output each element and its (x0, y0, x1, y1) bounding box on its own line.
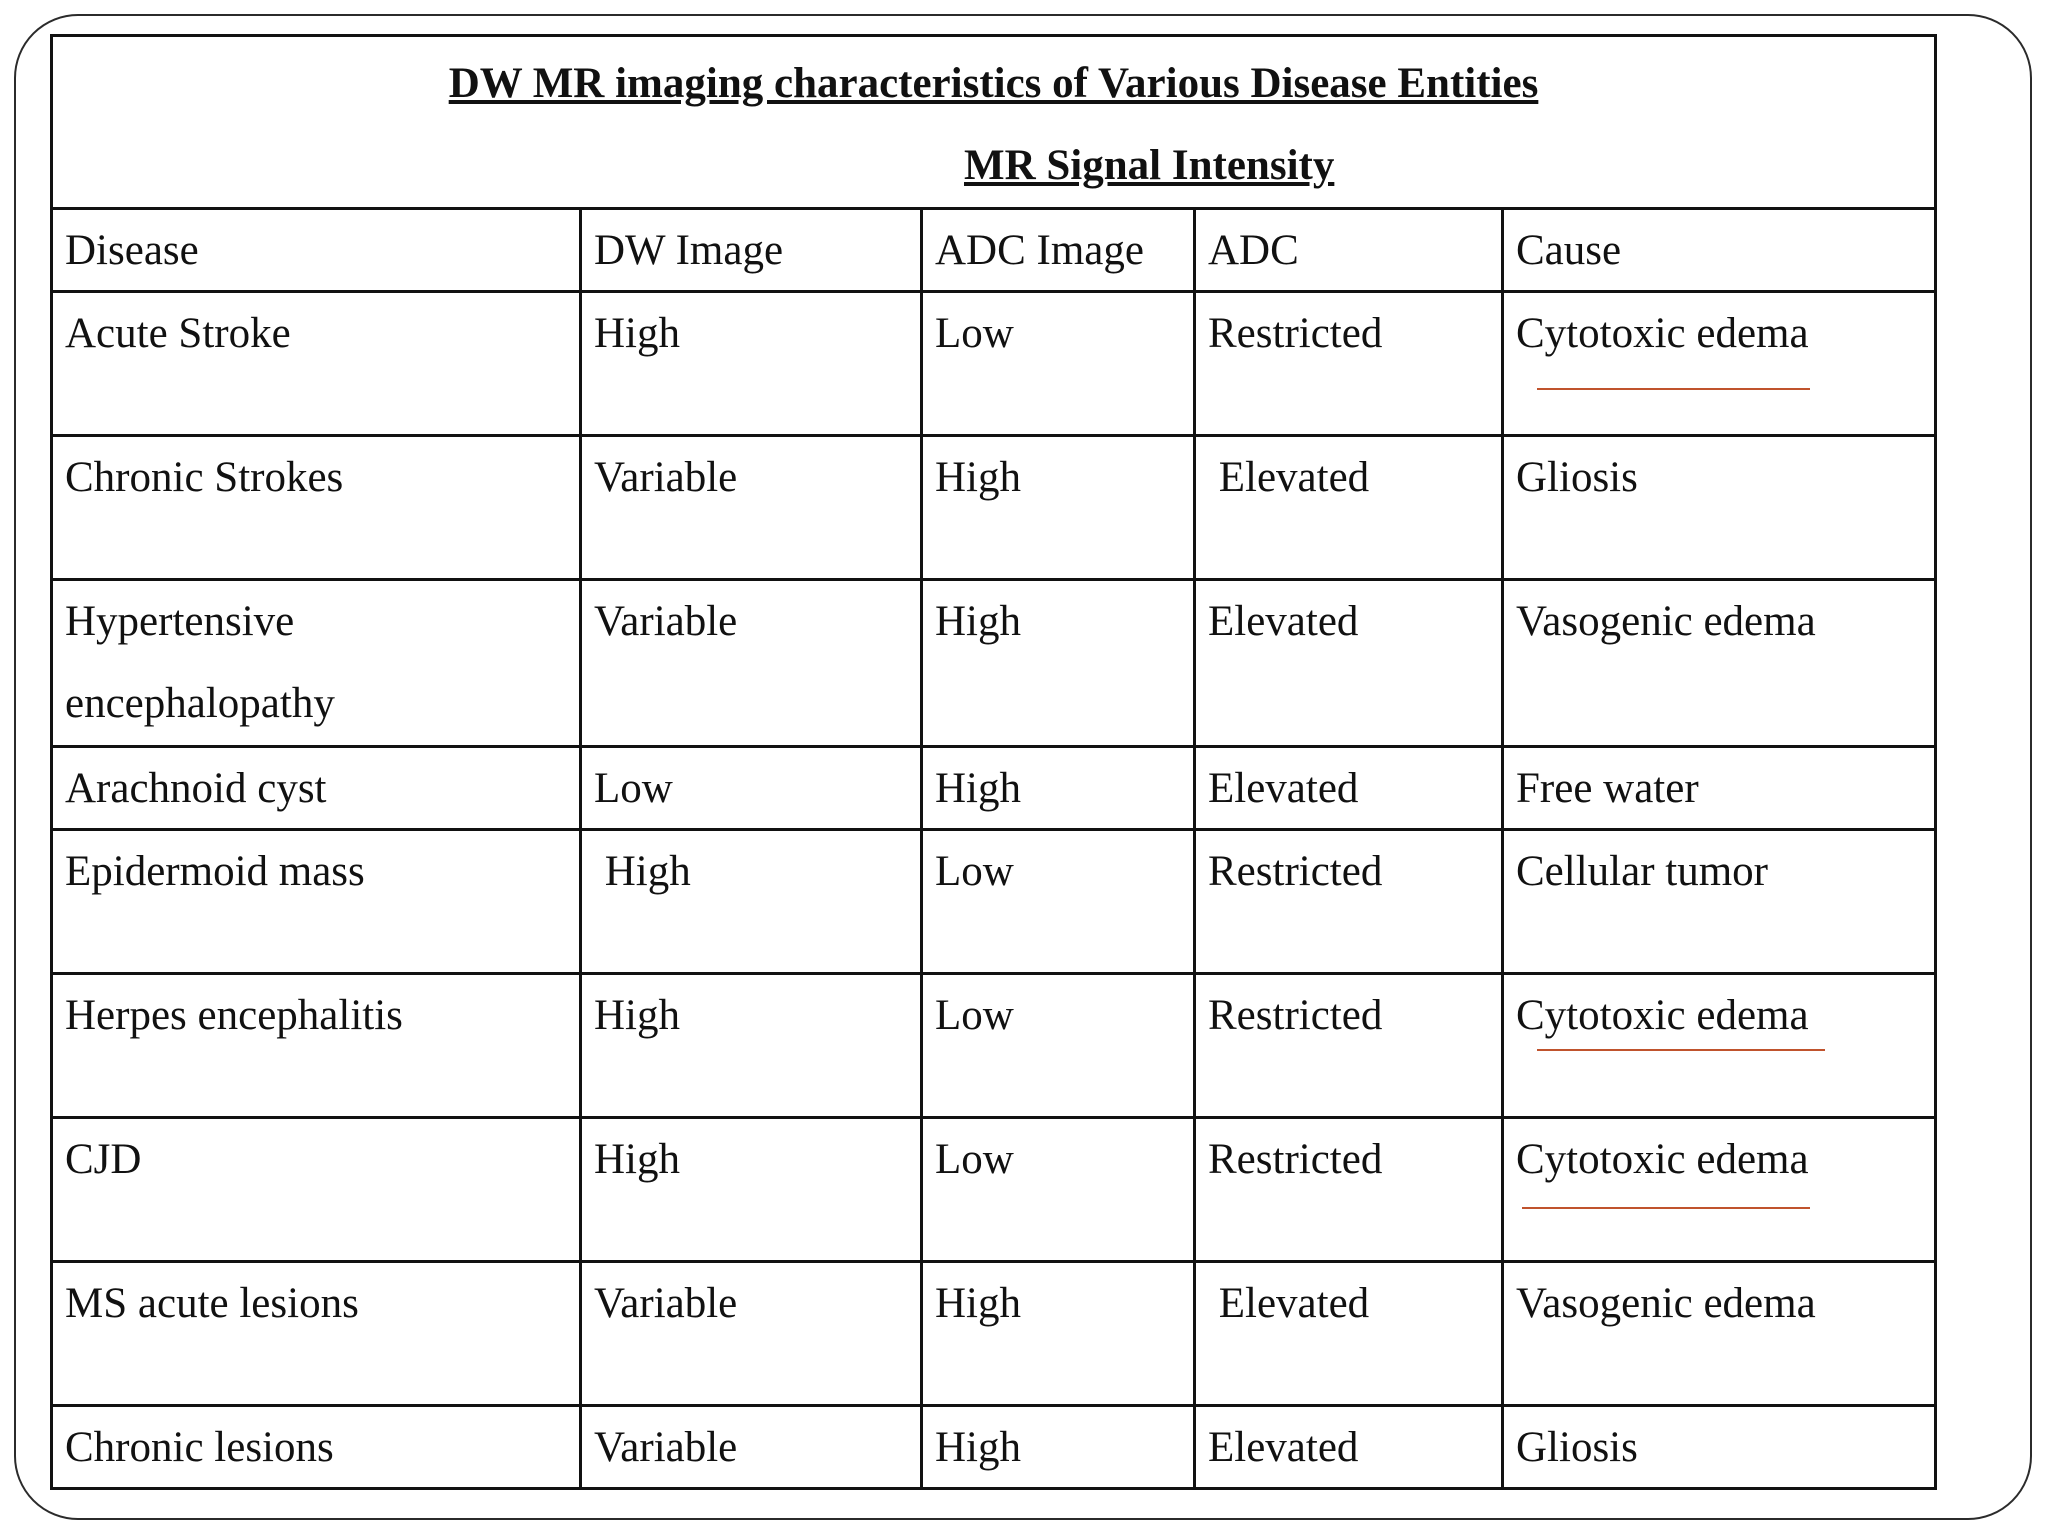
table-row (52, 1262, 1936, 1406)
characteristics-table (50, 34, 1937, 1490)
cause-text: Cytotoxic edema (1516, 1136, 1809, 1183)
disease-cell: Chronic Strokes (52, 436, 581, 580)
cause-cell: Gliosis (1503, 1406, 1936, 1489)
adc-image-cell: High (922, 436, 1195, 580)
adc-image-cell: Low (922, 974, 1195, 1118)
dw-image-cell: High (581, 1118, 922, 1262)
dw-image-cell: Variable (581, 1262, 922, 1406)
table-row (52, 747, 1936, 830)
adc-image-cell: Low (922, 1118, 1195, 1262)
disease-cell: CJD (52, 1118, 581, 1262)
cause-cell (1503, 1118, 1936, 1262)
cause-cell: Free water (1503, 747, 1936, 830)
column-header-cause: Cause (1503, 209, 1936, 292)
disease-cell: Epidermoid mass (52, 830, 581, 974)
table-row (52, 580, 1936, 747)
column-header-disease: Disease (52, 209, 581, 292)
title-cell (52, 36, 1936, 209)
table-row (52, 830, 1936, 974)
disease-cell: Acute Stroke (52, 292, 581, 436)
disease-cell: Arachnoid cyst (52, 747, 581, 830)
adc-image-cell: Low (922, 292, 1195, 436)
table-row (52, 974, 1936, 1118)
cause-cell (1503, 292, 1936, 436)
disease-cell: Herpes encephalitis (52, 974, 581, 1118)
adc-image-cell: High (922, 580, 1195, 747)
adc-cell: Elevated (1195, 1262, 1503, 1406)
dw-image-cell: High (581, 974, 922, 1118)
table-row (52, 1118, 1936, 1262)
column-header-adc: ADC (1195, 209, 1503, 292)
cause-cell: Vasogenic edema (1503, 580, 1936, 747)
adc-cell: Elevated (1195, 580, 1503, 747)
cause-cell: Cellular tumor (1503, 830, 1936, 974)
red-ink-underline (1537, 1049, 1825, 1051)
adc-cell: Elevated (1195, 1406, 1503, 1489)
cause-cell: Vasogenic edema (1503, 1262, 1936, 1406)
adc-image-cell: Low (922, 830, 1195, 974)
adc-image-cell: High (922, 1406, 1195, 1489)
disease-cell: MS acute lesions (52, 1262, 581, 1406)
dw-image-cell: Variable (581, 436, 922, 580)
table-row (52, 1406, 1936, 1489)
table-container (50, 34, 1934, 1490)
adc-cell: Restricted (1195, 830, 1503, 974)
table-title: DW MR imaging characteristics of Various Disease Entities (448, 60, 1539, 107)
dw-image-cell: Variable (581, 1406, 922, 1489)
table-row (52, 292, 1936, 436)
dw-image-cell: High (581, 830, 922, 974)
cause-cell (1503, 974, 1936, 1118)
header-row (52, 209, 1936, 292)
cause-text: Cytotoxic edema (1516, 992, 1809, 1039)
red-ink-underline (1537, 388, 1810, 390)
red-ink-underline (1522, 1207, 1810, 1209)
cause-cell: Gliosis (1503, 436, 1936, 580)
disease-cell: Hypertensive encephalopathy (52, 580, 581, 747)
adc-cell: Restricted (1195, 1118, 1503, 1262)
column-header-adc-image: ADC Image (922, 209, 1195, 292)
adc-cell: Restricted (1195, 292, 1503, 436)
adc-cell: Elevated (1195, 747, 1503, 830)
column-header-dw-image: DW Image (581, 209, 922, 292)
table-row (52, 436, 1936, 580)
adc-image-cell: High (922, 747, 1195, 830)
adc-cell: Restricted (1195, 974, 1503, 1118)
dw-image-cell: High (581, 292, 922, 436)
table-subtitle: MR Signal Intensity (964, 142, 1335, 189)
adc-image-cell: High (922, 1262, 1195, 1406)
adc-cell: Elevated (1195, 436, 1503, 580)
disease-cell: Chronic lesions (52, 1406, 581, 1489)
dw-image-cell: Variable (581, 580, 922, 747)
dw-image-cell: Low (581, 747, 922, 830)
cause-text: Cytotoxic edema (1516, 310, 1809, 357)
